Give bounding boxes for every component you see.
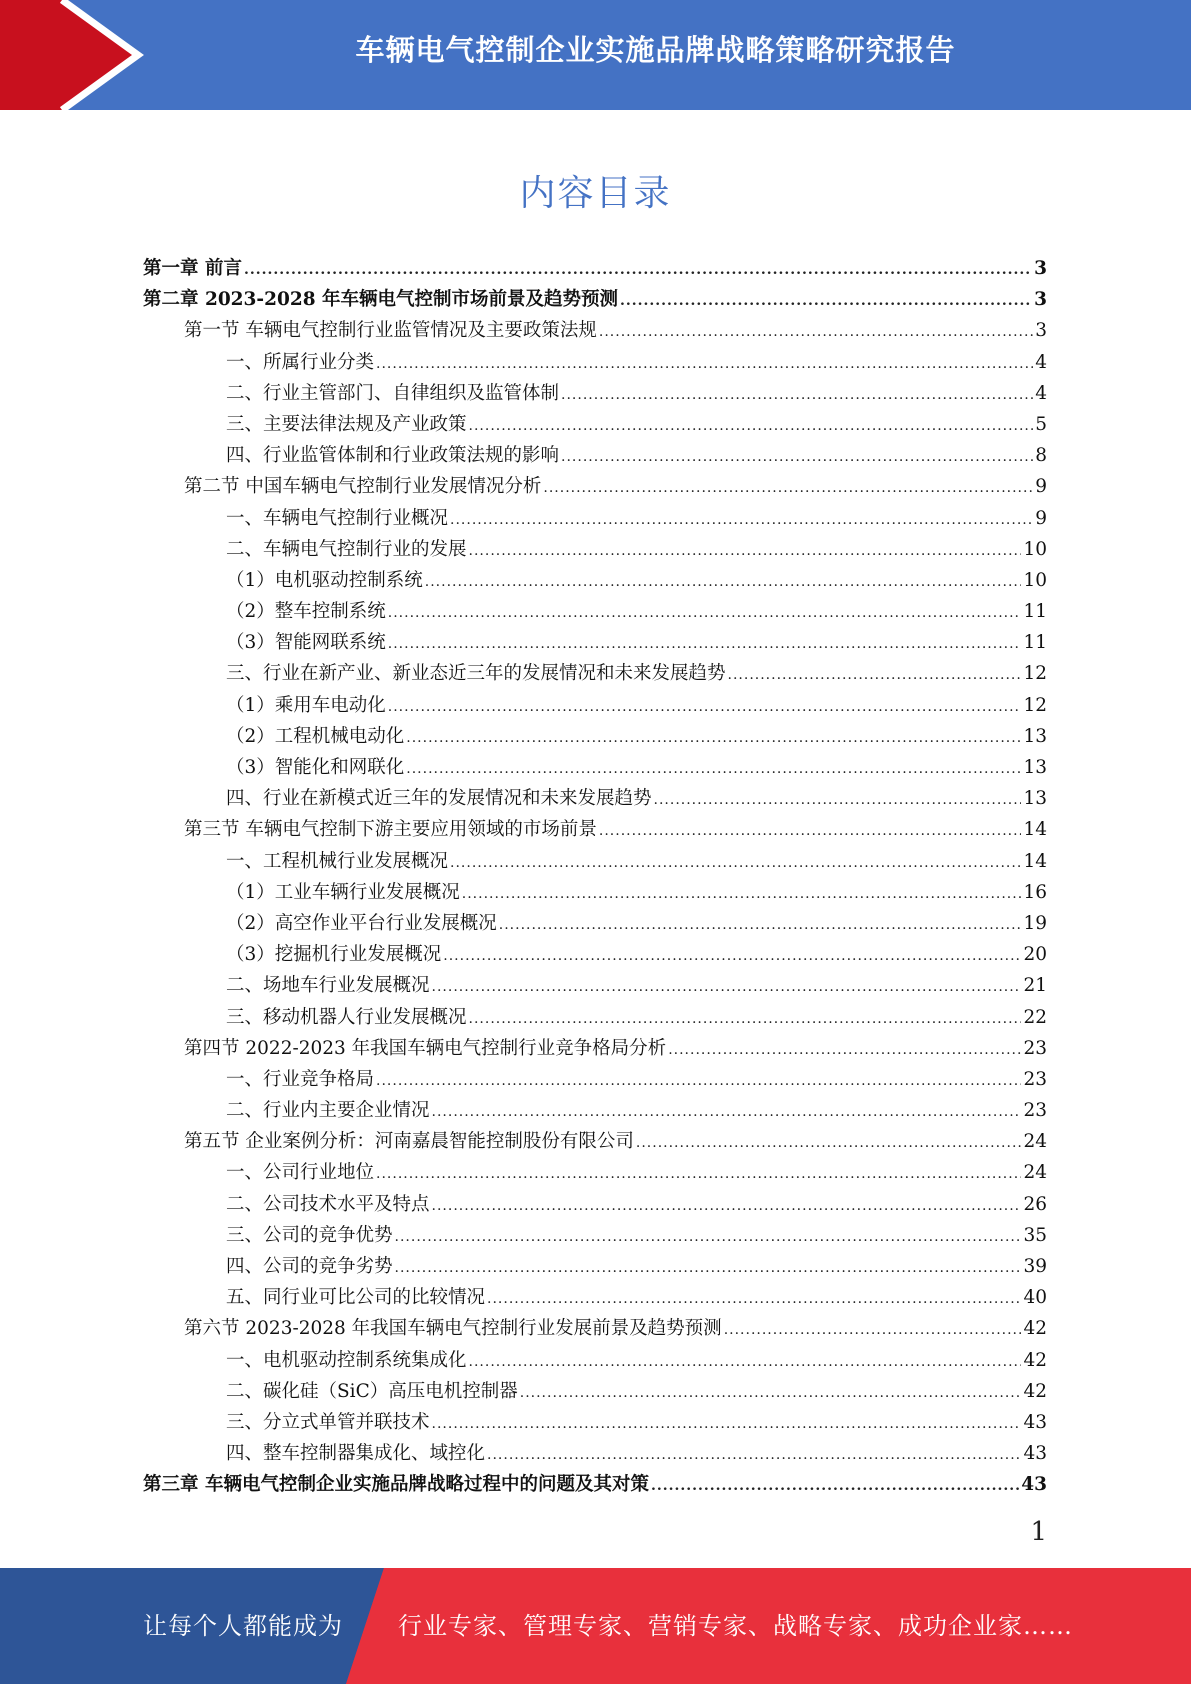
toc-entry-page: 13 (1023, 788, 1047, 810)
toc-entry-label: 三、分立式单管并联技术 (226, 1411, 430, 1433)
toc-entry-page: 12 (1023, 694, 1047, 716)
table-of-contents (143, 253, 1047, 1501)
toc-entry-page: 21 (1023, 975, 1047, 997)
toc-dot-leader (561, 442, 1033, 471)
toc-dot-leader (487, 1284, 1021, 1313)
toc-entry-page: 43 (1021, 1474, 1047, 1496)
toc-entry-label: 三、行业在新产业、新业态近三年的发展情况和未来发展趋势 (226, 663, 726, 685)
toc-dot-leader (425, 567, 1022, 596)
toc-entry-page: 39 (1023, 1256, 1047, 1277)
toc-entry-page: 23 (1023, 1100, 1047, 1122)
toc-dot-leader (376, 349, 1033, 378)
toc-entry-page: 43 (1023, 1411, 1047, 1433)
toc-entry[interactable] (143, 783, 1047, 814)
toc-dot-leader (376, 1159, 1021, 1188)
toc-entry[interactable] (143, 378, 1047, 409)
toc-entry-label: （3）智能化和网联化 (226, 757, 405, 778)
toc-entry[interactable] (143, 877, 1047, 908)
header-title: 车辆电气控制企业实施品牌战略策略研究报告 (355, 33, 956, 67)
toc-entry-page: 13 (1023, 757, 1047, 778)
toc-entry-page: 3 (1035, 320, 1047, 342)
toc-entry-page: 11 (1023, 601, 1047, 623)
page-number: 1 (1030, 1517, 1047, 1547)
toc-entry[interactable] (143, 253, 1047, 284)
toc-dot-leader (244, 255, 1032, 284)
toc-entry-label: 四、行业监管体制和行业政策法规的影响 (226, 445, 560, 467)
toc-entry-page: 23 (1023, 1068, 1047, 1090)
toc-entry[interactable] (143, 970, 1047, 1001)
toc-entry[interactable] (143, 846, 1047, 877)
toc-dot-leader (406, 723, 1021, 752)
toc-entry-page: 4 (1035, 382, 1047, 404)
toc-dot-leader (668, 1035, 1021, 1064)
toc-entry-label: 二、行业内主要企业情况 (226, 1100, 430, 1122)
toc-entry-label: （1）电机驱动控制系统 (226, 569, 423, 591)
toc-dot-leader (561, 380, 1033, 409)
toc-entry-page: 3 (1034, 258, 1047, 279)
toc-entry-page: 10 (1023, 569, 1047, 591)
toc-entry-page: 14 (1023, 850, 1047, 872)
toc-entry-page: 20 (1023, 944, 1047, 966)
toc-entry[interactable] (143, 596, 1047, 627)
toc-entry[interactable] (143, 1282, 1047, 1313)
toc-entry-page: 24 (1023, 1162, 1047, 1184)
toc-entry-label: （1）乘用车电动化 (226, 694, 386, 716)
toc-entry[interactable] (143, 658, 1047, 689)
toc-entry-label: 第四节 2022-2023 年我国车辆电气控制行业竞争格局分析 (184, 1037, 667, 1059)
toc-entry-label: 第二节 中国车辆电气控制行业发展情况分析 (184, 476, 542, 498)
toc-dot-leader (487, 1440, 1021, 1469)
toc-dot-leader (395, 1222, 1022, 1251)
toc-entry-label: 第一章 前言 (143, 258, 242, 279)
toc-dot-leader (406, 754, 1021, 783)
toc-entry[interactable] (143, 690, 1047, 721)
toc-entry-page: 12 (1023, 663, 1047, 685)
toc-entry-label: （2）整车控制系统 (226, 601, 386, 623)
toc-entry[interactable] (143, 1376, 1047, 1407)
toc-entry-page: 4 (1035, 351, 1047, 373)
toc-dot-leader (599, 317, 1033, 346)
toc-entry-page: 3 (1034, 289, 1047, 311)
toc-entry[interactable] (143, 1189, 1047, 1220)
toc-dot-leader (376, 1066, 1021, 1095)
toc-dot-leader (543, 473, 1033, 502)
toc-entry-page: 24 (1023, 1131, 1047, 1153)
toc-entry-label: 二、公司技术水平及特点 (226, 1193, 430, 1215)
toc-entry-page: 43 (1023, 1443, 1047, 1465)
toc-heading: 内容目录 (519, 173, 672, 214)
toc-entry-page: 42 (1023, 1380, 1047, 1402)
footer-slogan-left: 让每个人都能成为 (143, 1612, 343, 1640)
toc-entry-label: 一、行业竞争格局 (226, 1068, 375, 1090)
toc-entry-label: 第三章 车辆电气控制企业实施品牌战略过程中的问题及其对策 (143, 1474, 649, 1496)
toc-dot-leader (388, 598, 1022, 627)
toc-entry-page: 22 (1023, 1006, 1047, 1028)
page-header (0, 0, 1191, 110)
toc-entry-page: 9 (1035, 476, 1047, 498)
toc-entry-page: 16 (1023, 881, 1047, 903)
toc-entry-page: 19 (1023, 912, 1047, 934)
toc-entry[interactable] (143, 409, 1047, 440)
toc-entry-label: 一、工程机械行业发展概况 (226, 850, 449, 872)
toc-dot-leader (469, 411, 1034, 440)
toc-entry[interactable] (143, 1313, 1047, 1344)
toc-entry-label: （3）智能网联系统 (226, 632, 386, 654)
toc-entry-page: 14 (1023, 819, 1047, 841)
toc-dot-leader (450, 505, 1033, 534)
toc-entry[interactable] (143, 471, 1047, 502)
toc-entry-page: 26 (1023, 1193, 1047, 1215)
toc-dot-leader (432, 1409, 1022, 1438)
toc-entry[interactable] (143, 534, 1047, 565)
toc-dot-leader (651, 1471, 1019, 1500)
toc-entry[interactable] (143, 503, 1047, 534)
toc-entry[interactable] (143, 1251, 1047, 1282)
toc-entry[interactable] (143, 347, 1047, 378)
toc-dot-leader (469, 536, 1022, 565)
toc-entry-label: 第一节 车辆电气控制行业监管情况及主要政策法规 (184, 320, 597, 342)
toc-entry-label: 三、主要法律法规及产业政策 (226, 413, 467, 435)
toc-dot-leader (469, 1347, 1022, 1376)
toc-entry-label: 一、电机驱动控制系统集成化 (226, 1349, 467, 1371)
toc-dot-leader (443, 941, 1021, 970)
toc-entry[interactable] (143, 1002, 1047, 1033)
toc-entry-label: 一、公司行业地位 (226, 1162, 375, 1184)
toc-entry[interactable] (143, 1438, 1047, 1469)
toc-entry-label: 五、同行业可比公司的比较情况 (226, 1287, 486, 1309)
toc-entry[interactable] (143, 1469, 1047, 1500)
page-footer (0, 1568, 1191, 1684)
toc-dot-leader (620, 286, 1032, 315)
toc-entry-label: 二、行业主管部门、自律组织及监管体制 (226, 382, 560, 404)
toc-dot-leader (432, 1097, 1022, 1126)
toc-entry-page: 5 (1035, 413, 1047, 435)
toc-entry[interactable] (143, 627, 1047, 658)
toc-entry-page: 42 (1023, 1349, 1047, 1371)
toc-entry[interactable] (143, 814, 1047, 845)
toc-dot-leader (499, 910, 1022, 939)
toc-entry-page: 10 (1023, 538, 1047, 560)
toc-entry-label: 第二章 2023-2028 年车辆电气控制市场前景及趋势预测 (143, 289, 619, 311)
toc-entry-label: 一、所属行业分类 (226, 351, 375, 373)
toc-entry-page: 9 (1035, 507, 1047, 529)
toc-entry-label: 一、车辆电气控制行业概况 (226, 507, 449, 529)
red-arrow-icon (0, 0, 170, 110)
toc-entry[interactable] (143, 721, 1047, 752)
toc-entry-page: 42 (1023, 1318, 1047, 1340)
toc-entry-page: 23 (1023, 1037, 1047, 1059)
toc-dot-leader (432, 972, 1022, 1001)
toc-entry-label: 第五节 企业案例分析：河南嘉晨智能控制股份有限公司 (184, 1131, 634, 1153)
toc-entry[interactable] (143, 1407, 1047, 1438)
toc-entry[interactable] (143, 908, 1047, 939)
toc-dot-leader (388, 629, 1022, 658)
toc-entry-label: 三、移动机器人行业发展概况 (226, 1006, 467, 1028)
toc-dot-leader (724, 1315, 1022, 1344)
toc-entry[interactable] (143, 1345, 1047, 1376)
toc-entry-label: （2）高空作业平台行业发展概况 (226, 912, 497, 934)
toc-dot-leader (395, 1253, 1022, 1282)
toc-entry-label: 二、碳化硅（SiC）高压电机控制器 (226, 1380, 518, 1402)
toc-dot-leader (469, 1004, 1022, 1033)
toc-dot-leader (728, 660, 1022, 689)
toc-entry[interactable] (143, 440, 1047, 471)
toc-entry-page: 35 (1023, 1224, 1047, 1246)
toc-entry-label: 三、公司的竞争优势 (226, 1224, 393, 1246)
toc-entry-label: 四、整车控制器集成化、域控化 (226, 1443, 486, 1465)
toc-entry-label: 二、场地车行业发展概况 (226, 975, 430, 997)
toc-entry-label: 二、车辆电气控制行业的发展 (226, 538, 467, 560)
toc-dot-leader (388, 692, 1022, 721)
toc-entry-label: 四、行业在新模式近三年的发展情况和未来发展趋势 (226, 788, 652, 810)
toc-entry[interactable] (143, 1064, 1047, 1095)
toc-entry-label: 四、公司的竞争劣势 (226, 1256, 393, 1277)
toc-dot-leader (432, 1191, 1022, 1220)
toc-dot-leader (462, 879, 1022, 908)
footer-slogan-right: 行业专家、管理专家、营销专家、战略专家、成功企业家…… (398, 1612, 1073, 1640)
toc-entry-label: 第三节 车辆电气控制下游主要应用领域的市场前景 (184, 819, 597, 841)
toc-entry[interactable] (143, 939, 1047, 970)
toc-entry[interactable] (143, 1095, 1047, 1126)
toc-entry[interactable] (143, 1126, 1047, 1157)
toc-dot-leader (636, 1128, 1022, 1157)
toc-entry[interactable] (143, 315, 1047, 346)
toc-entry[interactable] (143, 1157, 1047, 1188)
toc-entry[interactable] (143, 752, 1047, 783)
toc-entry[interactable] (143, 1033, 1047, 1064)
toc-dot-leader (599, 816, 1022, 845)
toc-dot-leader (450, 848, 1021, 877)
toc-entry[interactable] (143, 284, 1047, 315)
toc-entry[interactable] (143, 1220, 1047, 1251)
toc-entry-label: （1）工业车辆行业发展概况 (226, 881, 460, 903)
toc-entry-label: （2）工程机械电动化 (226, 725, 405, 747)
toc-entry-label: 第六节 2023-2028 年我国车辆电气控制行业发展前景及趋势预测 (184, 1318, 722, 1340)
toc-entry-page: 40 (1023, 1287, 1047, 1309)
toc-entry[interactable] (143, 565, 1047, 596)
toc-entry-page: 8 (1035, 445, 1047, 467)
toc-dot-leader (520, 1378, 1022, 1407)
toc-dot-leader (654, 785, 1022, 814)
toc-entry-page: 13 (1023, 725, 1047, 747)
toc-entry-page: 11 (1023, 632, 1047, 654)
toc-entry-label: （3）挖掘机行业发展概况 (226, 944, 442, 966)
